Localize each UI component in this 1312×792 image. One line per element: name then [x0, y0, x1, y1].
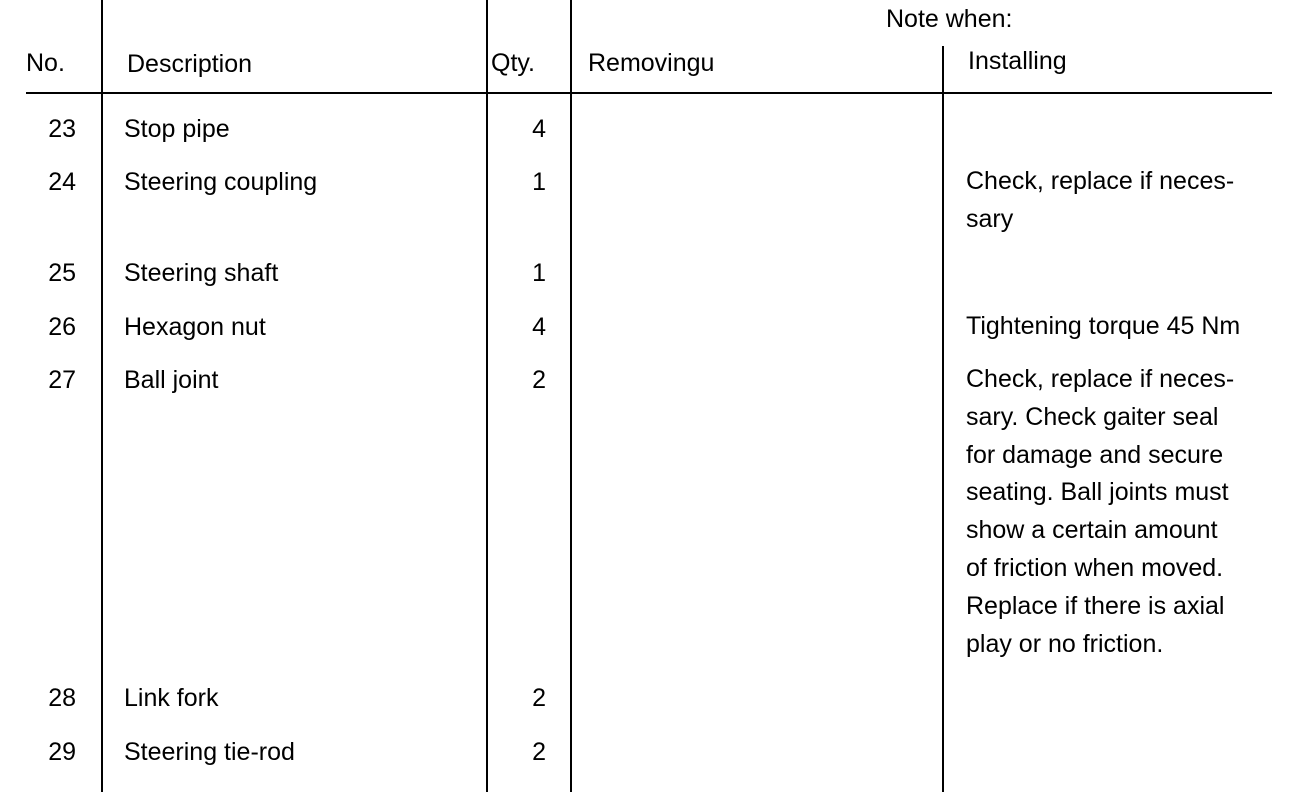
note-line: Check, replace if neces- — [966, 365, 1235, 393]
row-description: Steering tie-rod — [124, 738, 295, 766]
row-description: Steering shaft — [124, 259, 279, 287]
note-line: sary. Check gaiter seal — [966, 402, 1219, 431]
column-divider-removing — [942, 46, 944, 792]
header-underline — [26, 92, 1272, 94]
header-note-when: Note when: — [886, 5, 1013, 33]
note-line: of friction when moved. — [966, 553, 1224, 582]
column-divider-no — [101, 0, 103, 792]
header-description: Description — [127, 50, 253, 78]
row-number: 27 — [48, 366, 76, 394]
row-number: 29 — [48, 738, 76, 766]
row-qty: 1 — [532, 259, 546, 287]
row-installing-note — [966, 308, 1240, 346]
header-installing: Installing — [968, 47, 1067, 75]
note-line: seating. Ball joints must — [966, 478, 1229, 507]
note-line: for damage and secure — [966, 440, 1224, 469]
row-number: 24 — [48, 168, 76, 196]
row-number: 23 — [48, 115, 76, 143]
header-removing: Removingu — [588, 49, 715, 77]
row-number: 25 — [48, 259, 76, 287]
note-line: show a certain amount — [966, 516, 1218, 545]
column-divider-qty — [570, 0, 572, 792]
row-description: Ball joint — [124, 366, 219, 394]
row-qty: 2 — [532, 738, 546, 766]
row-installing-note — [966, 163, 1234, 239]
row-qty: 1 — [532, 168, 546, 196]
row-qty: 2 — [532, 366, 546, 394]
row-description: Link fork — [124, 684, 219, 712]
note-line: Replace if there is axial — [966, 591, 1225, 620]
header-no: No. — [26, 49, 65, 77]
header-qty: Qty. — [491, 49, 535, 77]
row-number: 26 — [48, 313, 76, 341]
row-description: Steering coupling — [124, 168, 318, 196]
note-line: sary — [966, 204, 1014, 233]
row-installing-note — [966, 361, 1234, 663]
row-qty: 4 — [532, 313, 546, 341]
column-divider-description — [486, 0, 488, 792]
note-line: play or no friction. — [966, 629, 1164, 658]
row-description: Stop pipe — [124, 115, 230, 143]
note-line: Tightening torque 45 Nm — [966, 312, 1241, 340]
row-qty: 4 — [532, 115, 546, 143]
row-description: Hexagon nut — [124, 313, 266, 341]
row-number: 28 — [48, 684, 76, 712]
row-qty: 2 — [532, 684, 546, 712]
note-line: Check, replace if neces- — [966, 167, 1235, 195]
